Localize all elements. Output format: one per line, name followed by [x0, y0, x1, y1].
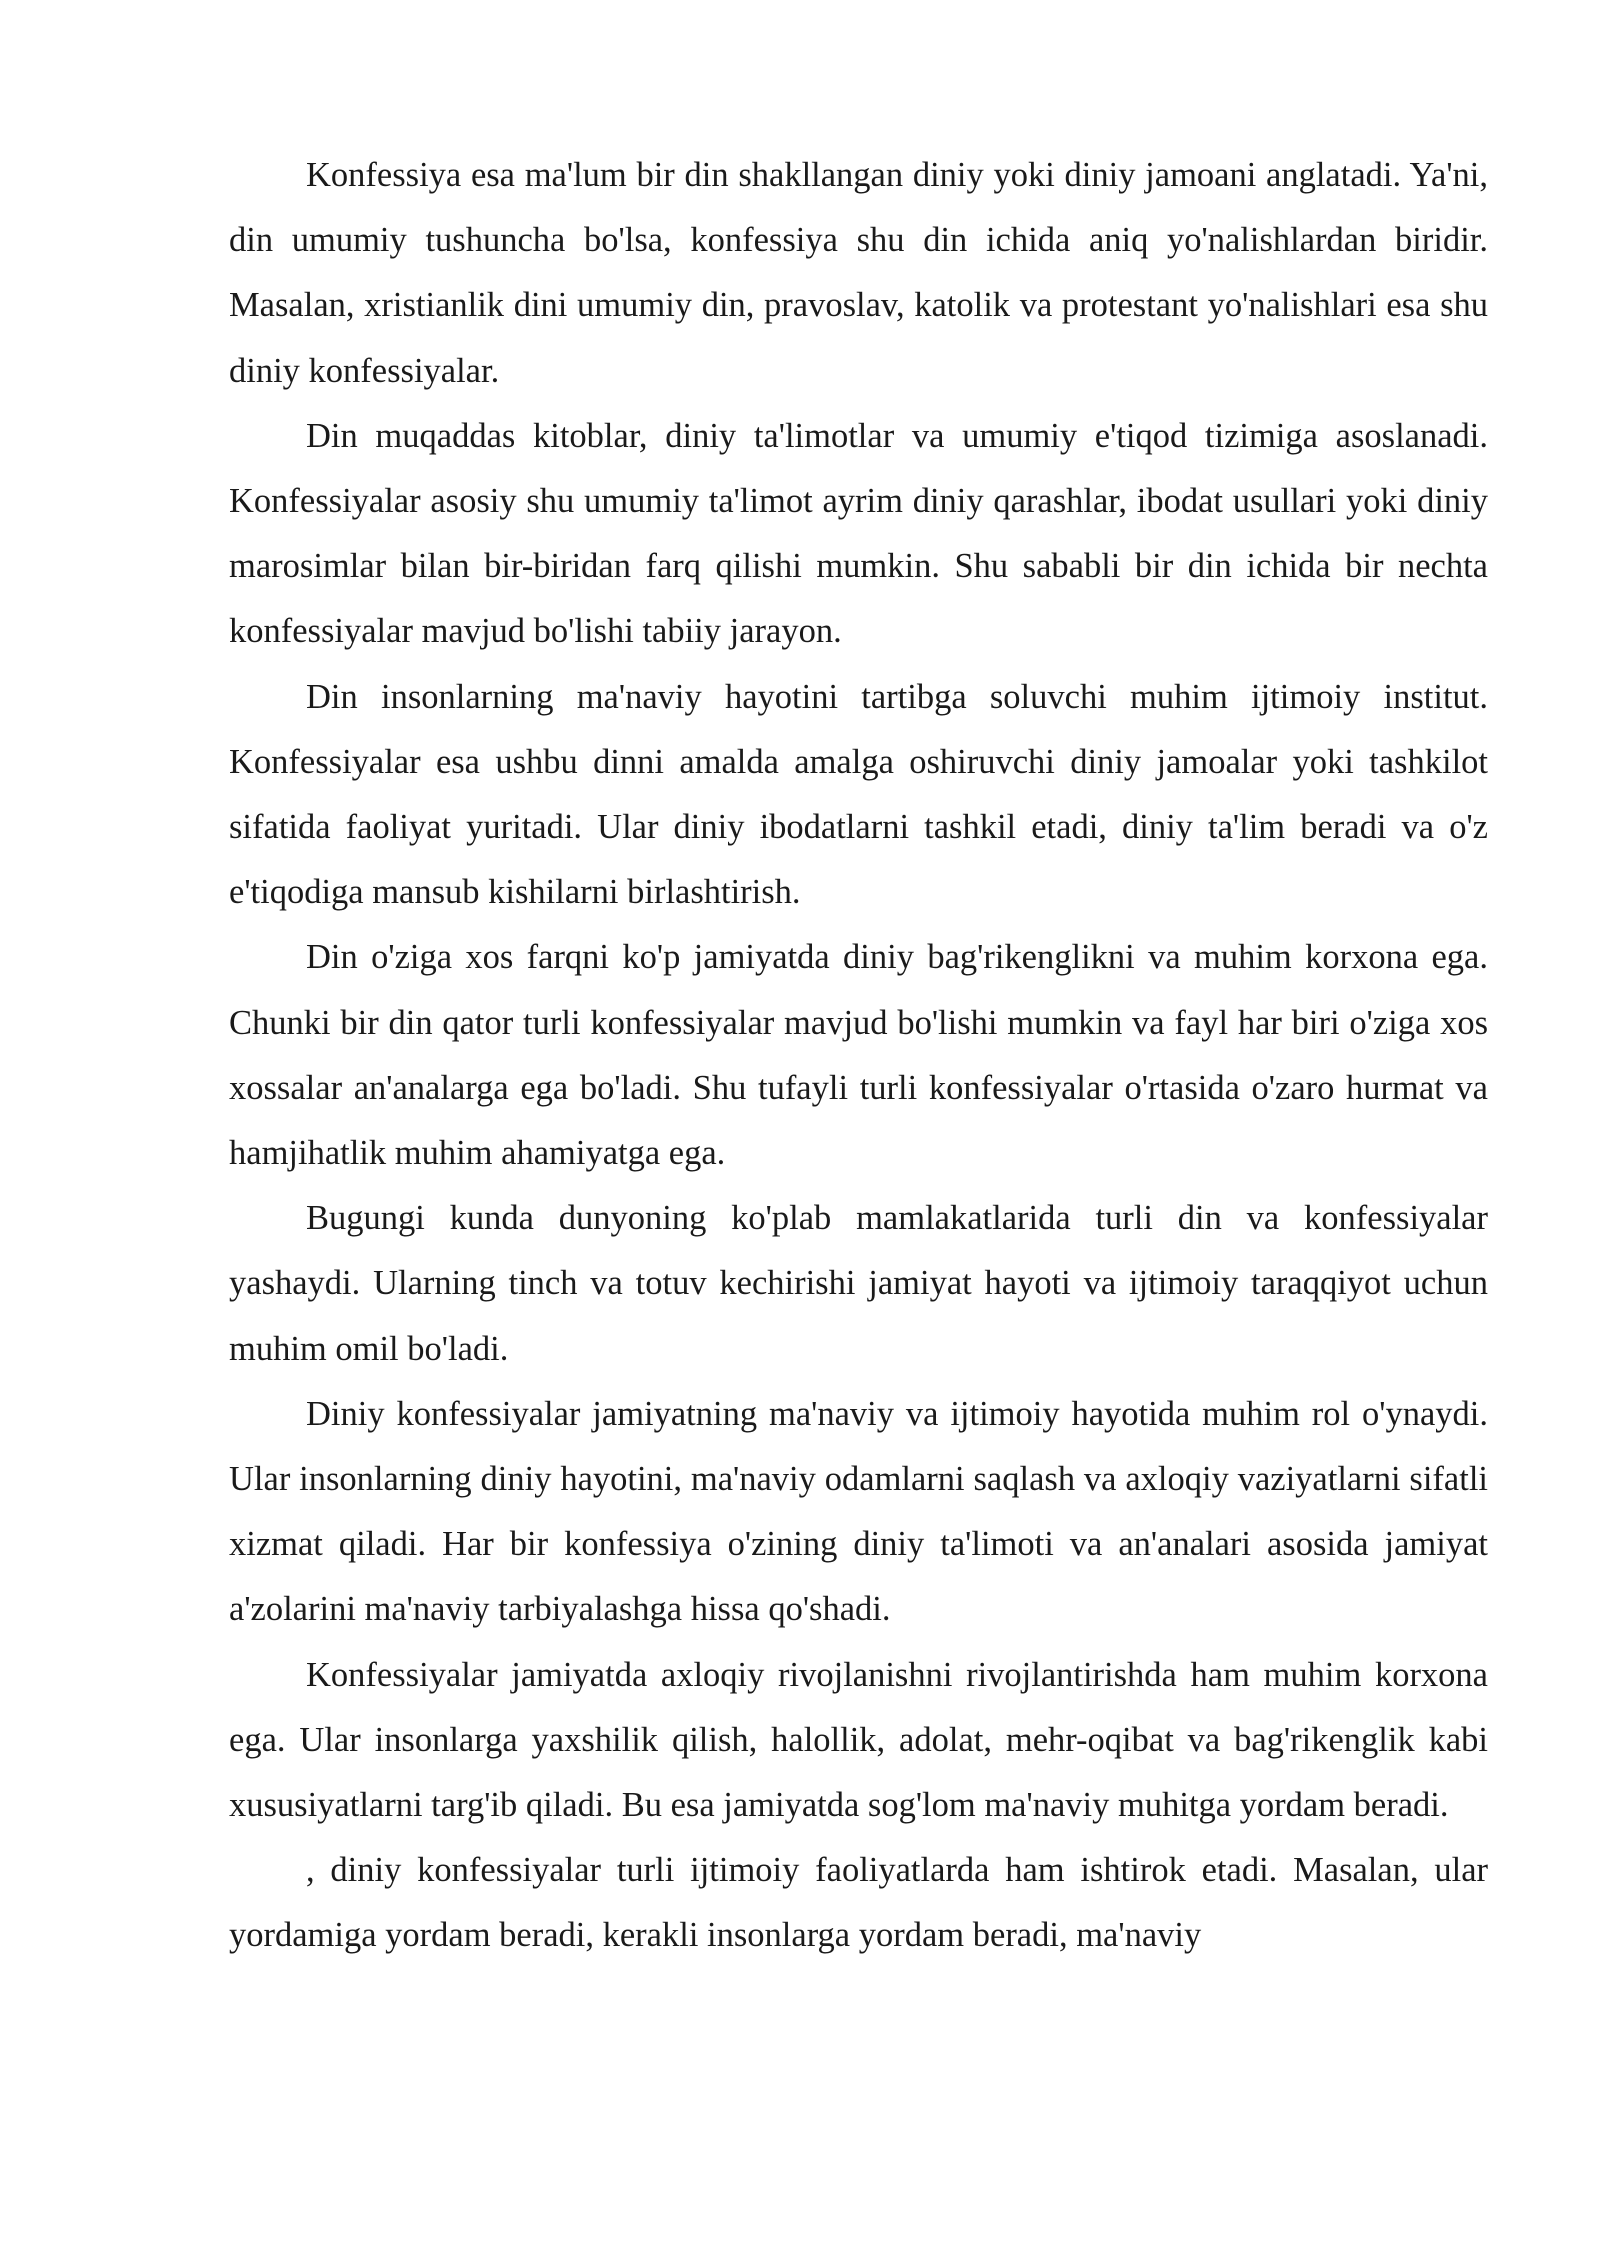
paragraph-2: Din muqaddas kitoblar, diniy ta'limotlar va umumiy e'tiqod tizimiga asoslanadi. Konfessiyalar asosiy shu umumiy ta'limot ayrim diniy qarashlar, ibodat usullari yoki diniy marosimlar bilan bir-biridan farq qilishi mumkin. Shu sababli bir din ichida bir nechta konfessiyalar mavjud bo'lishi tabiiy jarayon. [229, 416, 1488, 651]
paragraph-1: Konfessiya esa ma'lum bir din shakllangan diniy yoki diniy jamoani anglatadi. Ya'ni, din umumiy tushuncha bo'lsa, konfessiya shu din ichida aniq yo'nalishlardan biridir. Masalan, xristianlik dini umumiy din, pravoslav, katolik va protestant yo'nalishlari esa shu diniy konfessiyalar. [229, 156, 1488, 390]
paragraph-4: Din o'ziga xos farqni ko'p jamiyatda diniy bag'rikenglikni va muhim korxona ega. Chunki bir din qator turli konfessiyalar mavjud bo'lishi mumkin va fayl har biri o'ziga xos xossalar an'analarga ega bo'ladi. Shu tufayli turli konfessiyalar o'rtasida o'zaro hurmat va hamjihatlik muhim ahamiyatga ega. [229, 938, 1488, 1173]
paragraph-8: , diniy konfessiyalar turli ijtimoiy faoliyatlarda ham ishtirok etadi. Masalan, ular yordamiga yordam beradi, kerakli insonlarga yordam beradi, ma'naviy [229, 1851, 1488, 1955]
paragraph-7: Konfessiyalar jamiyatda axloqiy rivojlanishni rivojlantirishda ham muhim korxona ega. Ular insonlarga yaxshilik qilish, halollik, adolat, mehr-oqibat va bag'rikenglik kabi xususiyatlarni targ'ib qiladi. Bu esa jamiyatda sog'lom ma'naviy muhitga yordam beradi. [229, 1655, 1488, 1825]
paragraph-3: Din insonlarning ma'naviy hayotini tartibga soluvchi muhim ijtimoiy institut. Konfessiyalar esa ushbu dinni amalda amalga oshiruvchi diniy jamoalar yoki tashkilot sifatida faoliyat yuritadi. Ular diniy ibodatlarni tashkil etadi, diniy ta'lim beradi va o'z e'tiqodiga mansub kishilarni birlashtirish. [229, 677, 1488, 912]
paragraph-5: Bugungi kunda dunyoning ko'plab mamlakatlarida turli din va konfessiyalar yashaydi. Ularning tinch va totuv kechirishi jamiyat hayoti va ijtimoiy taraqqiyot uchun muhim omil bo'ladi. [229, 1199, 1488, 1368]
paragraph-6: Diniy konfessiyalar jamiyatning ma'naviy va ijtimoiy hayotida muhim rol o'ynaydi. Ular insonlarning diniy hayotini, ma'naviy odamlarni saqlash va axloqiy vaziyatlarni sifatli xizmat qiladi. Har bir konfessiya o'zining diniy ta'limoti va an'analari asosida jamiyat a'zolarini ma'naviy tarbiyalashga hissa qo'shadi. [229, 1394, 1488, 1629]
document-body [229, 143, 1488, 1969]
